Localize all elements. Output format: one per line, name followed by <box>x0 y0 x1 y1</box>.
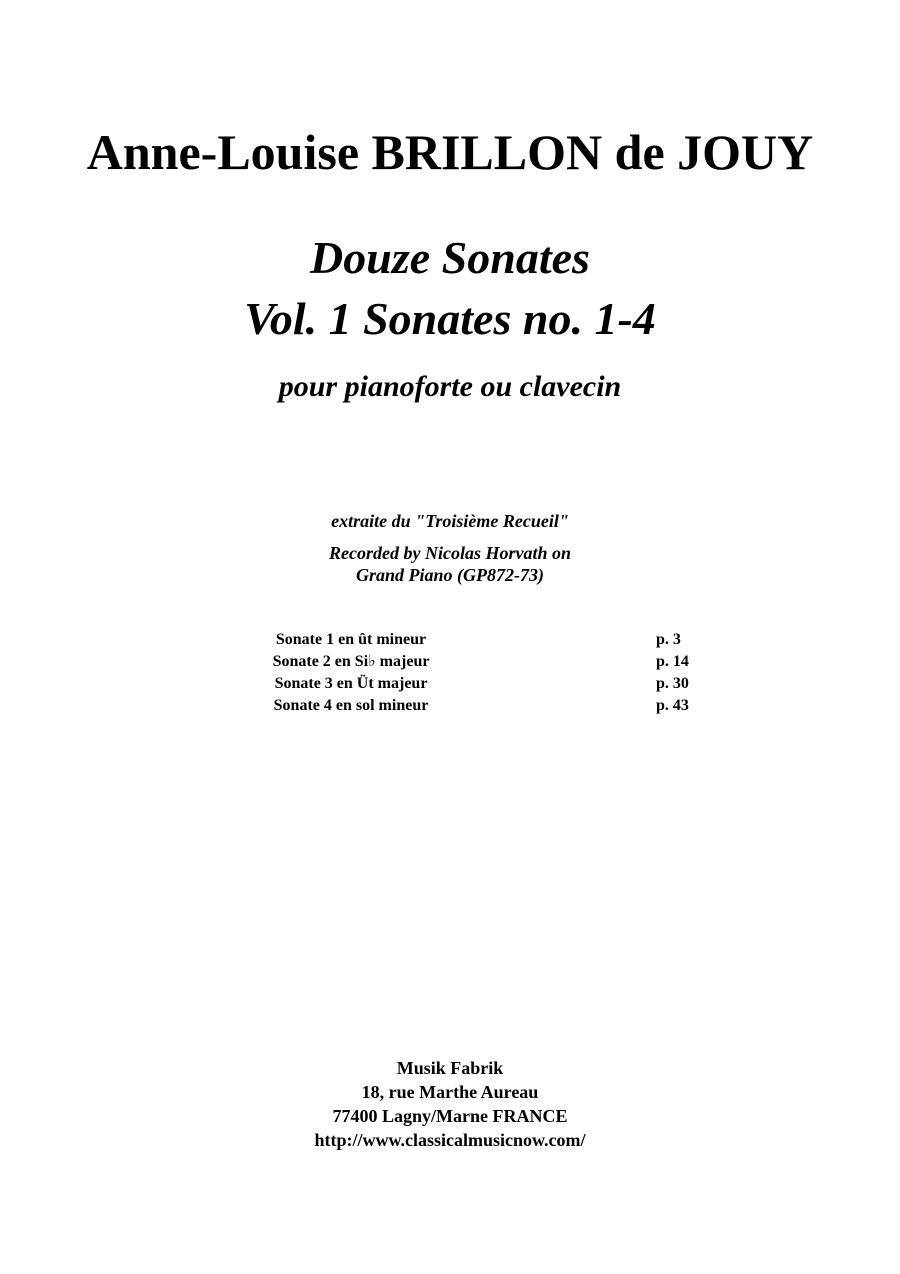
toc-row <box>0 673 900 695</box>
toc-row <box>0 629 900 651</box>
table-of-contents <box>0 629 900 717</box>
toc-row <box>0 651 900 673</box>
composer-name: Anne-Louise BRILLON de JOUY <box>86 124 814 180</box>
publisher-block <box>0 1056 900 1152</box>
recording-note-line-2: Grand Piano (GP872-73) <box>356 565 544 585</box>
toc-entry-page: p. 3 <box>656 631 681 648</box>
title-line-1: Douze Sonates <box>310 232 590 283</box>
toc-entry-page: p. 14 <box>656 653 689 670</box>
publisher-name: Musik Fabrik <box>396 1058 504 1078</box>
toc-row <box>0 695 900 717</box>
toc-entry-title: Sonate 4 en sol mineur <box>273 697 429 714</box>
publisher-url: http://www.classicalmusicnow.com/ <box>314 1130 586 1150</box>
instrumentation: pour pianoforte ou clavecin <box>278 370 622 403</box>
title-line-2: Vol. 1 Sonates no. 1-4 <box>244 293 656 344</box>
publisher-street: 18, rue Marthe Aureau <box>361 1082 539 1102</box>
toc-entry-title: Sonate 2 en Si♭ majeur <box>272 653 430 670</box>
toc-entry-title: Sonate 3 en Üt majeur <box>274 675 428 692</box>
toc-entry-title: Sonate 1 en ût mineur <box>275 631 427 648</box>
publisher-city: 77400 Lagny/Marne FRANCE <box>332 1106 568 1126</box>
source-note: extraite du "Troisième Recueil" <box>331 511 569 531</box>
recording-note-line-1: Recorded by Nicolas Horvath on <box>329 543 571 563</box>
toc-entry-page: p. 30 <box>656 675 689 692</box>
toc-entry-page: p. 43 <box>656 697 689 714</box>
